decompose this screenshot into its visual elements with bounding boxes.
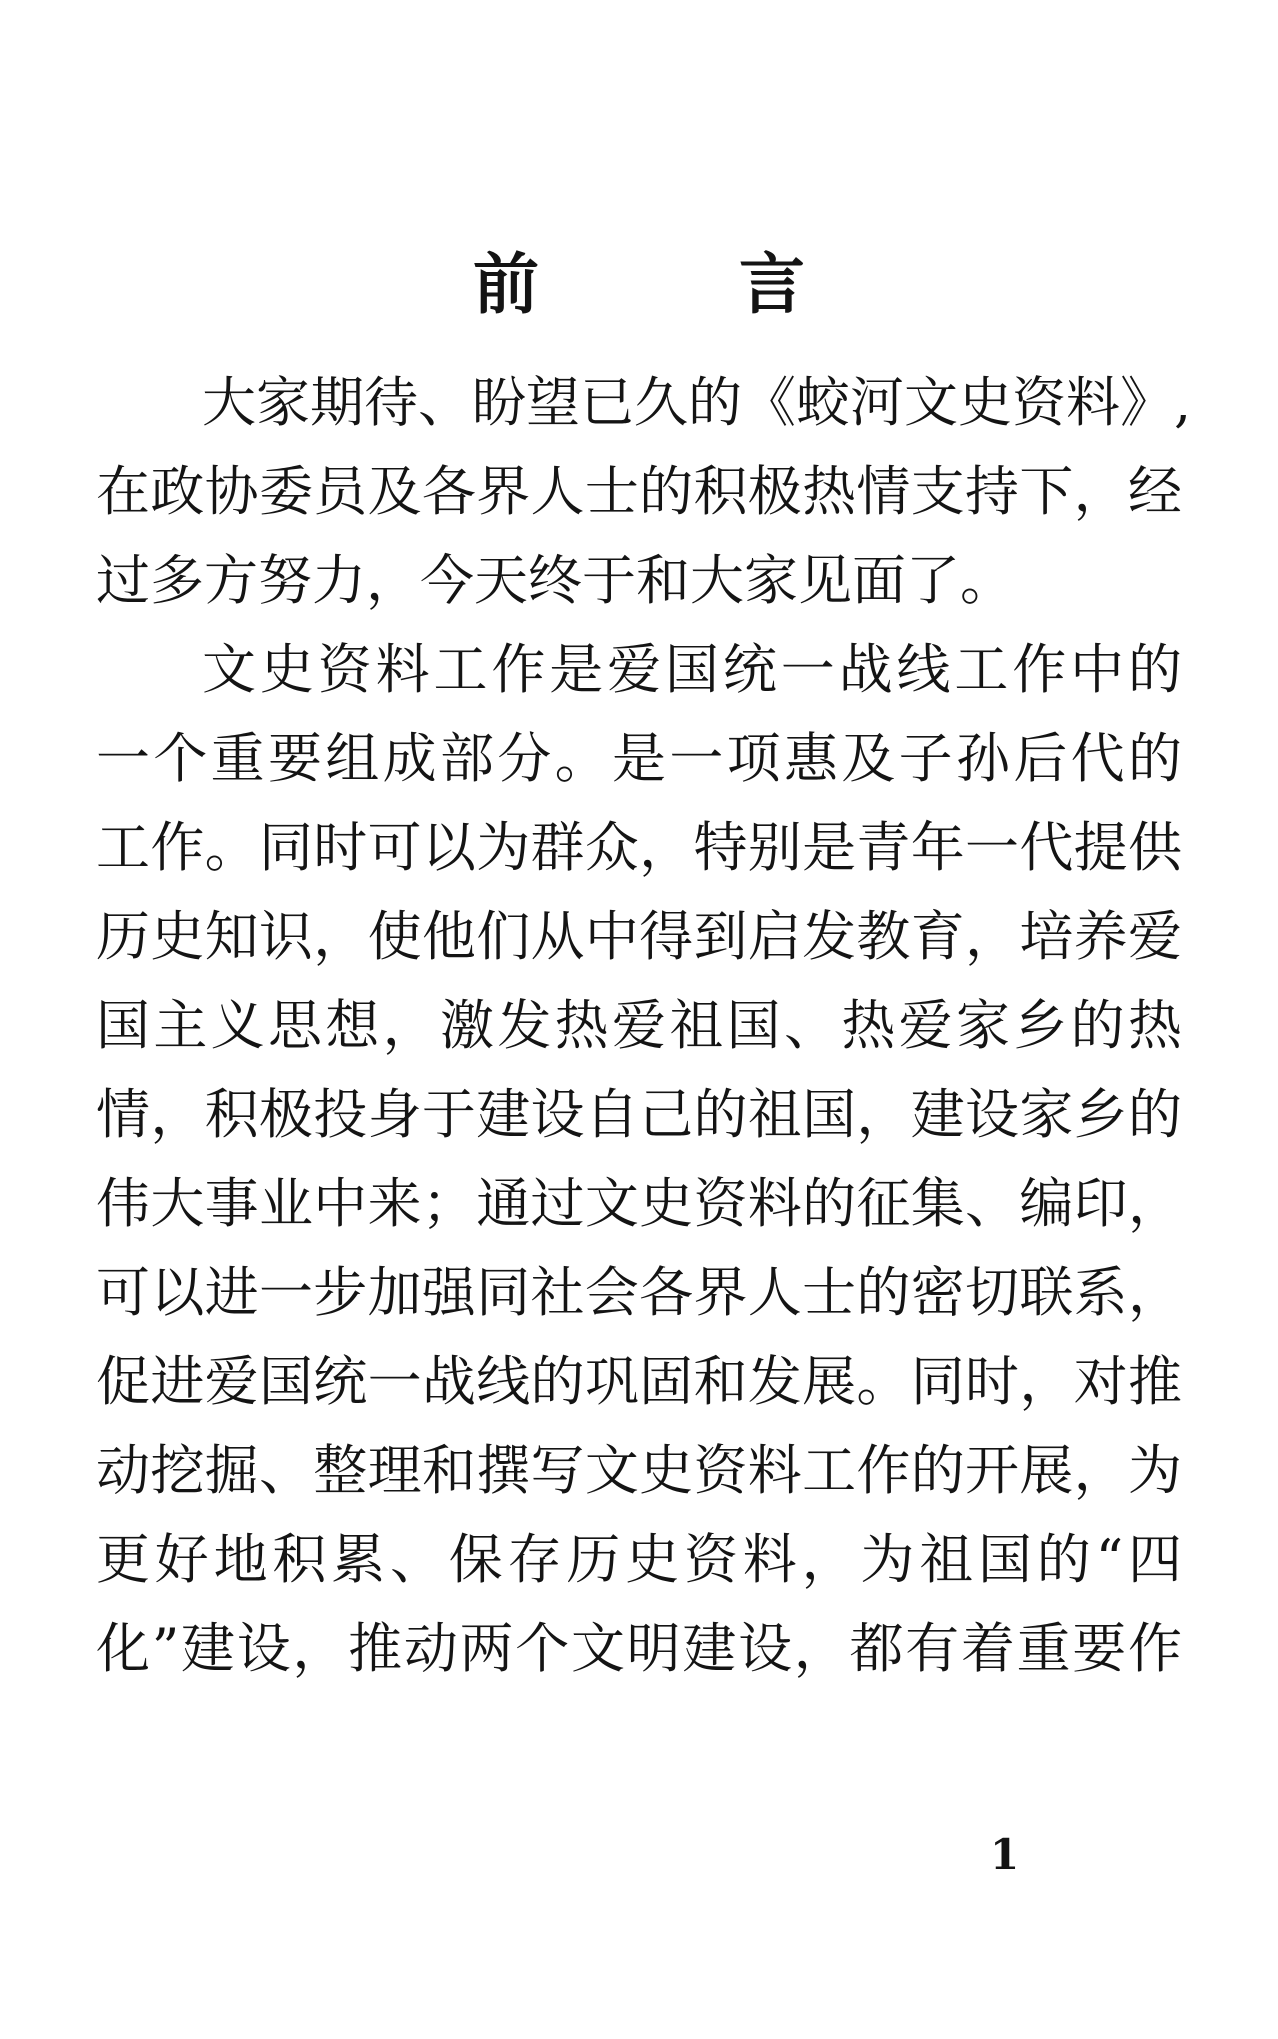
- text-line: 伟大事业中来；通过文史资料的征集、编印，: [96, 1172, 1182, 1235]
- text-line: 国主义思想，激发热爱祖国、热爱家乡的热: [96, 994, 1182, 1057]
- page-title: 前言: [473, 245, 1005, 323]
- text-line: 文史资料工作是爱国统一战线工作中的: [202, 638, 1182, 701]
- body-text: [96, 358, 1192, 1693]
- text-line: 历史知识，使他们从中得到启发教育，培养爱: [96, 905, 1182, 968]
- text-line: 一个重要组成部分。是一项惠及子孙后代的: [96, 727, 1182, 790]
- text-line: 化”建设，推动两个文明建设，都有着重要作: [96, 1617, 1182, 1680]
- page-number: 1: [990, 1830, 1020, 1879]
- text-line: 动挖掘、整理和撰写文史资料工作的开展，为: [96, 1439, 1182, 1502]
- text-line: 可以进一步加强同社会各界人士的密切联系，: [96, 1261, 1182, 1324]
- text-line: 更好地积累、保存历史资料，为祖国的“四: [96, 1528, 1182, 1591]
- text-line: 情，积极投身于建设自己的祖国，建设家乡的: [96, 1083, 1182, 1146]
- text-line: 促进爱国统一战线的巩固和发展。同时，对推: [96, 1350, 1182, 1413]
- text-line: 大家期待、盼望已久的《蛟河文史资料》,: [202, 371, 1192, 434]
- text-line: 工作。同时可以为群众，特别是青年一代提供: [96, 816, 1182, 879]
- text-line: 在政协委员及各界人士的积极热情支持下，经: [96, 460, 1182, 523]
- text-line: 过多方努力，今天终于和大家见面了。: [96, 549, 1014, 612]
